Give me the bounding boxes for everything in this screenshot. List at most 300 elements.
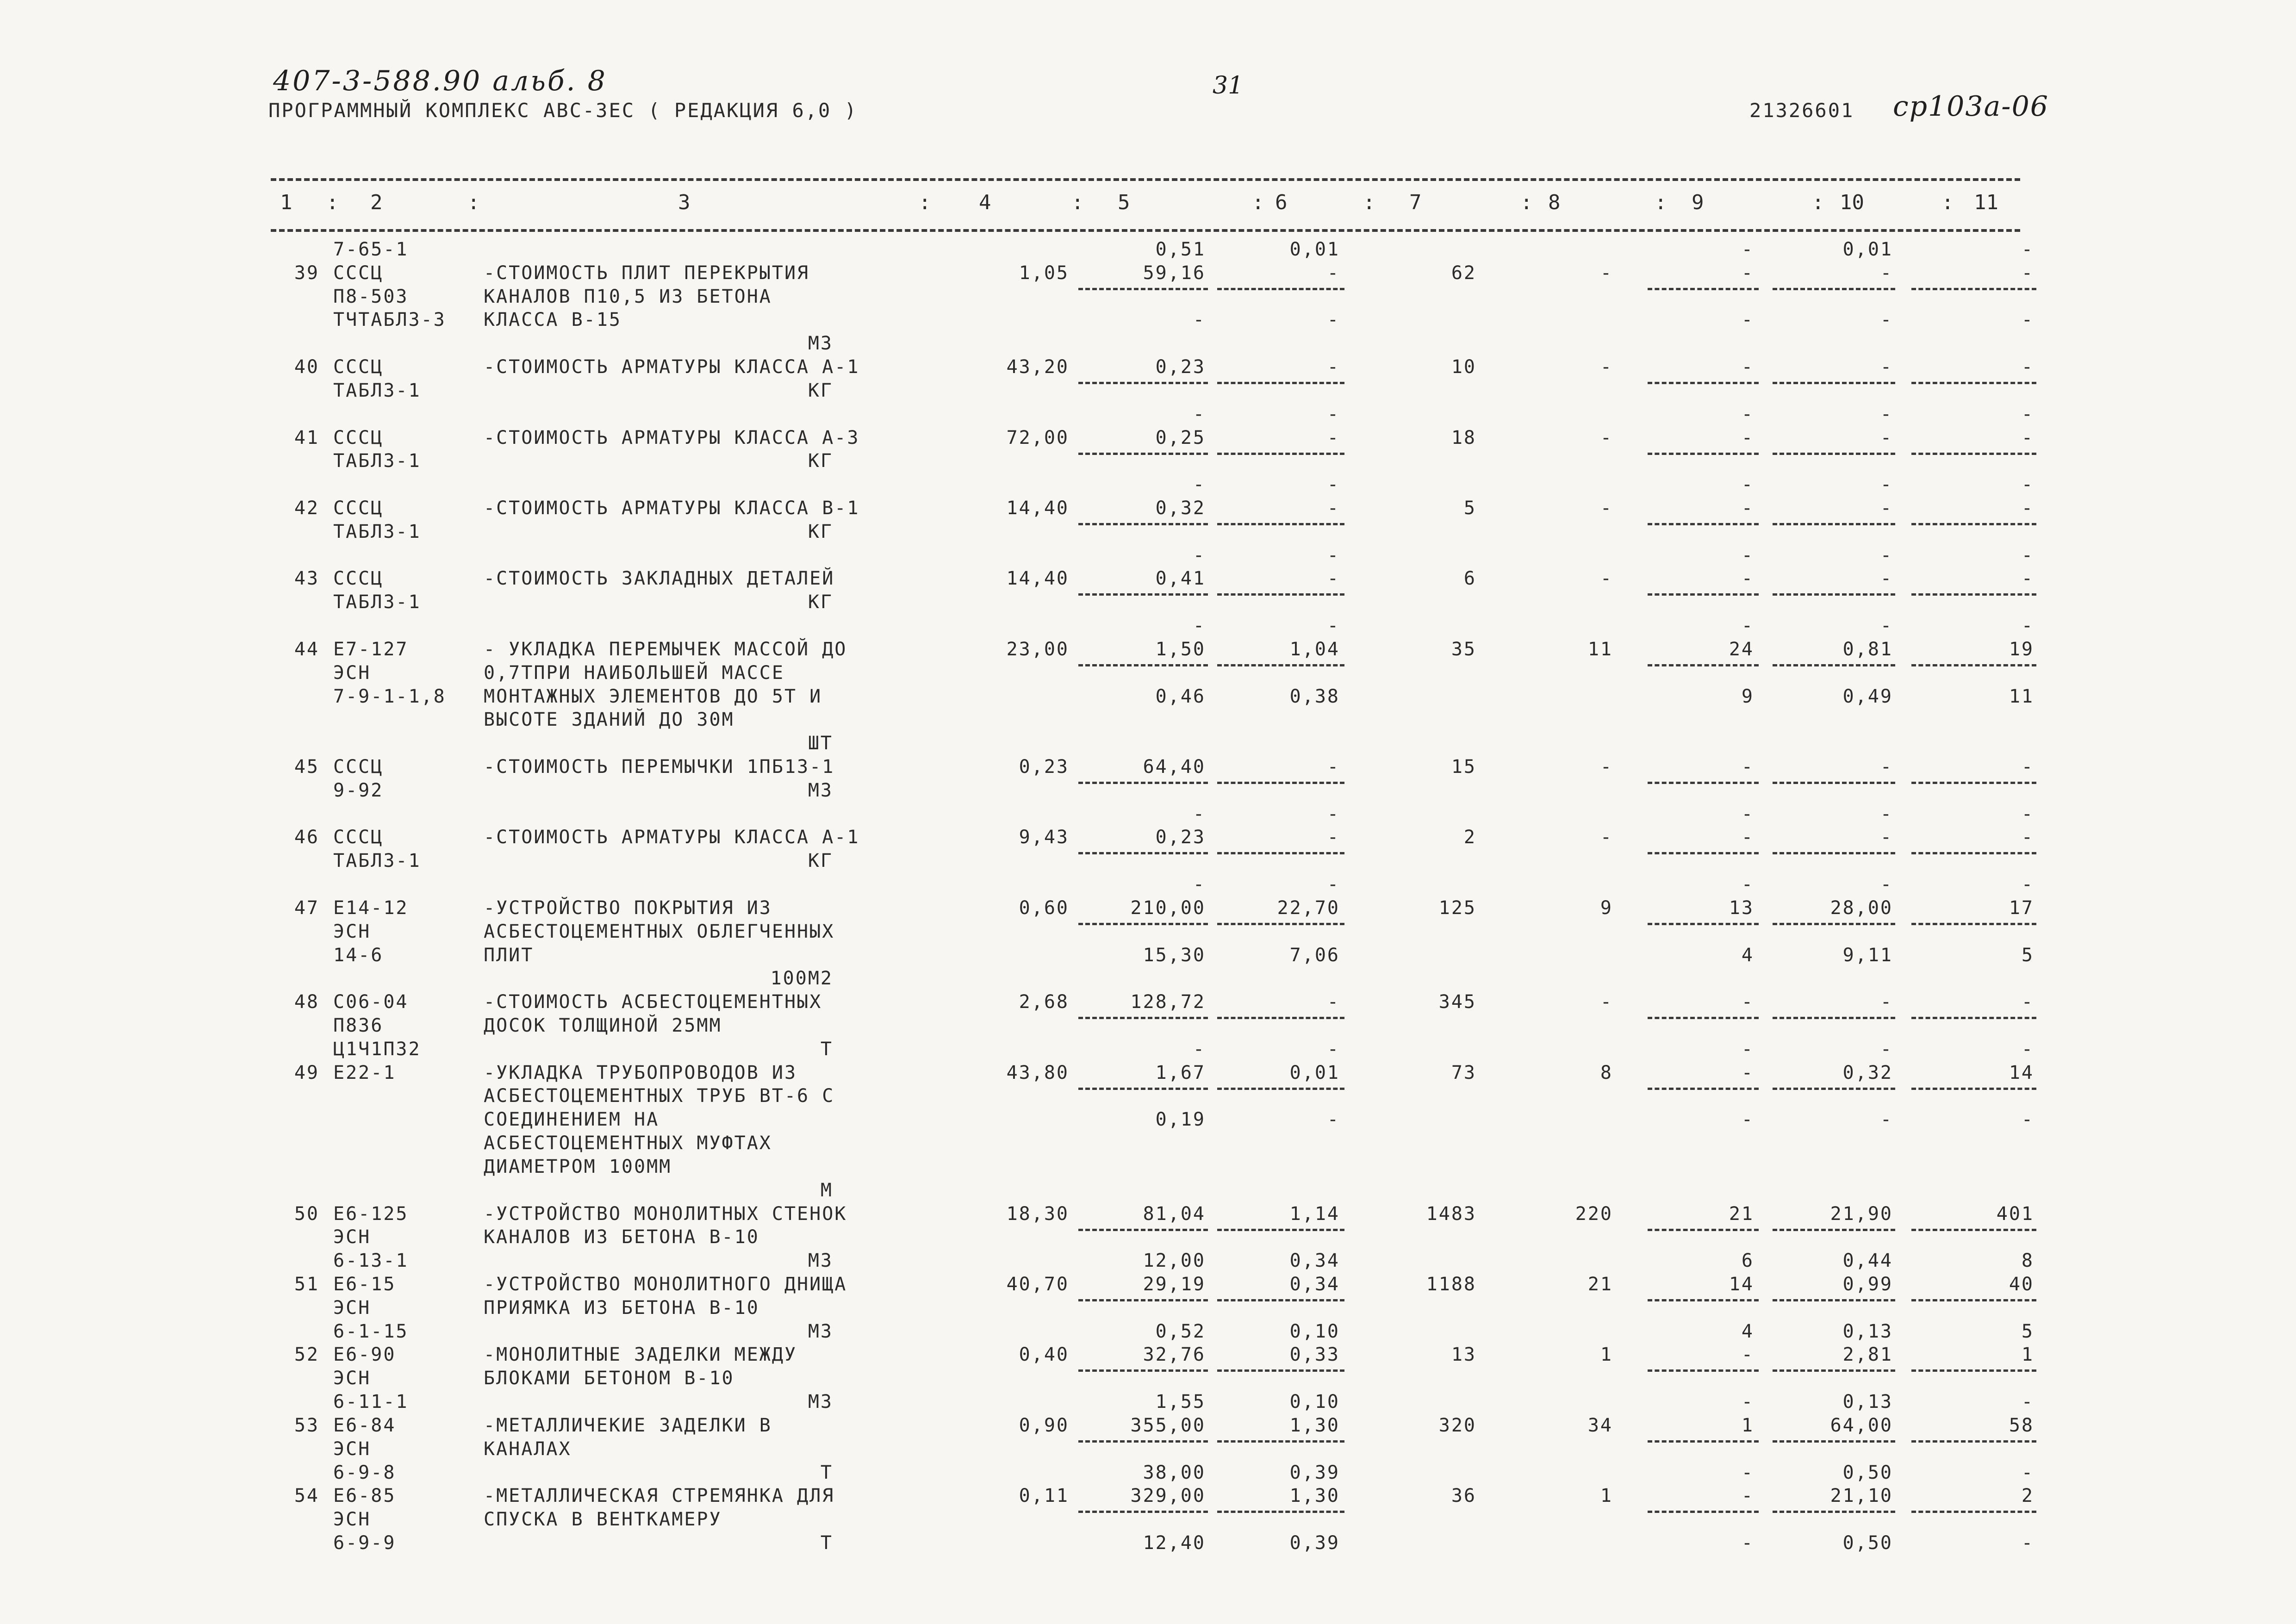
cell-c9: - [1741,1344,1754,1365]
cell-c11: - [2021,1532,2034,1554]
cell-c11: - [2021,545,2034,566]
cell-c3: КГ [808,521,833,542]
cell-c6: 0,39 [1289,1532,1340,1554]
cell-c9: - [1741,545,1754,566]
cell-c6: 1,30 [1289,1485,1340,1506]
value-separator-rule [1773,1369,1895,1372]
cell-c2: 6-1-15 [333,1321,409,1342]
cell-c2: ТАБЛ3-1 [333,380,421,401]
cell-c11: 40 [2009,1274,2034,1295]
cell-c3: БЛОКАМИ БЕТОНОМ В-10 [484,1368,734,1389]
cell-c7: 2 [1463,827,1476,848]
value-separator-rule [1911,1229,2036,1231]
column-separator: : [919,191,931,214]
cell-c9: 9 [1741,686,1754,707]
cell-c3: ПЛИТ [484,945,534,966]
value-separator-rule [1217,453,1344,455]
cell-c3: КГ [808,450,833,472]
value-separator-rule [1648,523,1759,525]
cell-c5: 12,40 [1143,1532,1206,1554]
cell-c3: КГ [808,380,833,401]
cell-c7: 320 [1438,1415,1476,1436]
cell-c3: АСБЕСТОЦЕМЕНТНЫХ ТРУБ ВТ-6 С [484,1085,835,1107]
cell-c8: - [1600,756,1613,778]
cell-c11: 401 [1996,1203,2034,1225]
cell-c11: 5 [2021,945,2034,966]
column-separator: : [1812,191,1824,214]
value-separator-rule [1217,288,1344,290]
cell-c6: 1,04 [1289,639,1340,660]
cell-c6: - [1327,803,1340,825]
cell-c11: - [2021,309,2034,330]
cell-c7: 5 [1463,498,1476,519]
cell-c11: - [2021,827,2034,848]
cell-c3: КАНАЛОВ П10,5 ИЗ БЕТОНА [484,286,772,307]
cell-c8: - [1600,356,1613,378]
cell-c2: П8-503 [333,286,409,307]
cell-c6: - [1327,474,1340,495]
cell-c8: 8 [1600,1062,1613,1083]
column-header-4: 4 [979,191,991,214]
value-separator-rule [1078,382,1208,384]
cell-c9: - [1741,262,1754,284]
cell-c11: - [2021,1462,2034,1483]
cell-c8: - [1600,568,1613,589]
cell-c11: - [2021,991,2034,1013]
cell-c3: ШТ [808,733,833,754]
cell-c6: 7,06 [1289,945,1340,966]
cell-c11: - [2021,803,2034,825]
cell-c3: ДОСОК ТОЛЩИНОЙ 25ММ [484,1015,722,1036]
cell-c2: Е6-125 [333,1203,409,1225]
cell-c5: 0,32 [1155,498,1206,519]
cell-c10: - [1880,756,1893,778]
cell-c2: СССЦ [333,262,384,284]
cell-c2: ТАБЛ3-1 [333,591,421,613]
cell-c5: - [1193,545,1206,566]
cell-c2: ТАБЛ3-1 [333,450,421,472]
cell-c10: 9,11 [1842,945,1893,966]
cell-c8: 1 [1600,1344,1613,1365]
cell-c11: 11 [2009,686,2034,707]
value-separator-rule [1217,1088,1344,1090]
cell-c6: - [1327,991,1340,1013]
cell-c10: 0,13 [1842,1321,1893,1342]
cell-c4: 2,68 [1019,991,1069,1013]
cell-c9: - [1741,1062,1754,1083]
value-separator-rule [1648,453,1759,455]
value-separator-rule [1078,1299,1208,1301]
cell-c6: - [1327,1109,1340,1130]
value-separator-rule [1773,1440,1895,1443]
value-separator-rule [1217,782,1344,784]
cell-c3: СПУСКА В ВЕНТКАМЕРУ [484,1509,722,1530]
cell-c10: - [1880,803,1893,825]
value-separator-rule [1217,593,1344,596]
cell-c3: СОЕДИНЕНИЕМ НА [484,1109,660,1130]
column-separator: : [1520,191,1533,214]
value-separator-rule [1911,382,2036,384]
cell-c4: 1,05 [1019,262,1069,284]
value-separator-rule [1217,523,1344,525]
cell-c2: ТЧТАБЛ3-3 [333,309,446,330]
cell-c3: ДИАМЕТРОМ 100ММ [484,1156,672,1177]
cell-c3: М3 [808,780,833,801]
value-separator-rule [1648,1511,1759,1513]
cell-c6: 0,34 [1289,1250,1340,1271]
cell-c10: 0,01 [1842,239,1893,260]
column-header-3: 3 [678,191,691,214]
value-separator-rule [1911,1511,2036,1513]
cell-c6: - [1327,874,1340,895]
cell-c2: Е7-127 [333,639,409,660]
value-separator-rule [1911,288,2036,290]
cell-c4: 0,11 [1019,1485,1069,1506]
cell-c2: ЭСН [333,921,371,942]
cell-c2: Е14-12 [333,897,409,919]
cell-c3: -СТОИМОСТЬ АРМАТУРЫ КЛАССА А-1 [484,827,860,848]
cell-c1: 50 [294,1203,319,1225]
cell-c8: 1 [1600,1485,1613,1506]
cell-c6: - [1327,498,1340,519]
cell-c2: ТАБЛ3-1 [333,521,421,542]
cell-c2: Е6-85 [333,1485,396,1506]
cell-c5: - [1193,309,1206,330]
cell-c5: 0,23 [1155,356,1206,378]
cell-c3: МОНТАЖНЫХ ЭЛЕМЕНТОВ ДО 5Т И [484,686,822,707]
cell-c10: 28,00 [1830,897,1893,919]
cell-c5: 29,19 [1143,1274,1206,1295]
cell-c3: АСБЕСТОЦЕМЕНТНЫХ ОБЛЕГЧЕННЫХ [484,921,835,942]
cell-c10: 21,90 [1830,1203,1893,1225]
cell-c5: - [1193,803,1206,825]
cell-c7: 1483 [1426,1203,1476,1225]
cell-c10: - [1880,568,1893,589]
cell-c1: 54 [294,1485,319,1506]
cell-c2: ЭСН [333,662,371,684]
column-header-8: 8 [1548,191,1561,214]
value-separator-rule [1773,1299,1895,1301]
cell-c5: 1,50 [1155,639,1206,660]
cell-c10: 21,10 [1830,1485,1893,1506]
cell-c6: 0,10 [1289,1391,1340,1412]
cell-c1: 44 [294,639,319,660]
cell-c9: 4 [1741,945,1754,966]
cell-c10: - [1880,991,1893,1013]
cell-c3: М3 [808,1391,833,1412]
handwritten-page-number: 31 [1213,72,1244,100]
cell-c4: 43,80 [1006,1062,1069,1083]
cell-c2: Е22-1 [333,1062,396,1083]
cell-c4: 14,40 [1006,498,1069,519]
cell-c5: 1,55 [1155,1391,1206,1412]
column-separator: : [1071,191,1084,214]
value-separator-rule [1217,1369,1344,1372]
cell-c9: - [1741,568,1754,589]
cell-c7: 62 [1451,262,1476,284]
cell-c6: - [1327,427,1340,448]
document-number: 21326601 [1749,99,1854,122]
cell-c9: - [1741,1391,1754,1412]
cell-c11: 19 [2009,639,2034,660]
value-separator-rule [1773,1017,1895,1019]
value-separator-rule [1217,664,1344,666]
value-separator-rule [1911,1299,2036,1301]
value-separator-rule [1773,782,1895,784]
value-separator-rule [1648,382,1759,384]
value-separator-rule [1217,1299,1344,1301]
cell-c4: 18,30 [1006,1203,1069,1225]
cell-c6: 0,01 [1289,239,1340,260]
cell-c11: 17 [2009,897,2034,919]
value-separator-rule [1078,782,1208,784]
cell-c4: 9,43 [1019,827,1069,848]
cell-c5: 38,00 [1143,1462,1206,1483]
cell-c4: 0,60 [1019,897,1069,919]
cell-c7: 18 [1451,427,1476,448]
cell-c3: - УКЛАДКА ПЕРЕМЫЧЕК МАССОЙ ДО [484,639,847,660]
cell-c3: -СТОИМОСТЬ АРМАТУРЫ КЛАССА А-3 [484,427,860,448]
cell-c9: - [1741,1532,1754,1554]
cell-c1: 46 [294,827,319,848]
cell-c5: 12,00 [1143,1250,1206,1271]
cell-c11: - [2021,498,2034,519]
column-header-5: 5 [1118,191,1130,214]
table-header-rule [271,229,2020,232]
value-separator-rule [1773,382,1895,384]
cell-c3: -МОНОЛИТНЫЕ ЗАДЕЛКИ МЕЖДУ [484,1344,797,1365]
cell-c11: - [2021,239,2034,260]
cell-c6: 0,10 [1289,1321,1340,1342]
cell-c9: - [1741,239,1754,260]
value-separator-rule [1911,852,2036,854]
value-separator-rule [1648,923,1759,925]
cell-c6: 0,33 [1289,1344,1340,1365]
cell-c9: 13 [1729,897,1754,919]
cell-c6: 1,30 [1289,1415,1340,1436]
value-separator-rule [1911,1017,2036,1019]
value-separator-rule [1773,1229,1895,1231]
cell-c5: 64,40 [1143,756,1206,778]
cell-c5: - [1193,615,1206,636]
cell-c2: Е6-90 [333,1344,396,1365]
handwritten-album-ref: 407-3-588.90 альб. 8 [273,65,607,97]
cell-c6: - [1327,404,1340,425]
value-separator-rule [1648,852,1759,854]
value-separator-rule [1078,593,1208,596]
cell-c10: - [1880,545,1893,566]
value-separator-rule [1217,1511,1344,1513]
cell-c11: 8 [2021,1250,2034,1271]
cell-c5: 0,52 [1155,1321,1206,1342]
cell-c10: 0,81 [1842,639,1893,660]
column-header-7: 7 [1409,191,1422,214]
value-separator-rule [1773,1511,1895,1513]
cell-c8: - [1600,427,1613,448]
cell-c10: 0,50 [1842,1532,1893,1554]
cell-c11: 5 [2021,1321,2034,1342]
cell-c1: 40 [294,356,319,378]
cell-c5: 329,00 [1130,1485,1206,1506]
cell-c2: СССЦ [333,568,384,589]
cell-c7: 345 [1438,991,1476,1013]
column-separator: : [1363,191,1375,214]
cell-c3: 100М2 [770,968,833,989]
cell-c6: 0,01 [1289,1062,1340,1083]
cell-c2: 6-9-8 [333,1462,396,1483]
cell-c1: 48 [294,991,319,1013]
cell-c2: Е6-84 [333,1415,396,1436]
cell-c9: 14 [1729,1274,1754,1295]
column-header-10: 10 [1840,191,1864,214]
value-separator-rule [1217,1017,1344,1019]
cell-c4: 0,40 [1019,1344,1069,1365]
cell-c6: - [1327,827,1340,848]
cell-c2: 6-11-1 [333,1391,409,1412]
cell-c8: 9 [1600,897,1613,919]
program-name: ПРОГРАММНЫЙ КОМПЛЕКС АВС-3ЕС ( РЕДАКЦИЯ 6,0 ) [268,99,858,122]
cell-c11: - [2021,404,2034,425]
cell-c3: ПРИЯМКА ИЗ БЕТОНА В-10 [484,1297,759,1319]
cell-c1: 52 [294,1344,319,1365]
cell-c6: 0,38 [1289,686,1340,707]
value-separator-rule [1773,523,1895,525]
cell-c4: 14,40 [1006,568,1069,589]
cell-c7: 73 [1451,1062,1476,1083]
cell-c3: -УСТРОЙСТВО ПОКРЫТИЯ ИЗ [484,897,772,919]
cell-c5: 0,46 [1155,686,1206,707]
cell-c4: 23,00 [1006,639,1069,660]
cell-c6: - [1327,262,1340,284]
cell-c9: - [1741,803,1754,825]
cell-c11: - [2021,262,2034,284]
cell-c9: 4 [1741,1321,1754,1342]
cell-c5: - [1193,1039,1206,1060]
cell-c11: 2 [2021,1485,2034,1506]
cell-c4: 40,70 [1006,1274,1069,1295]
cell-c3: -СТОИМОСТЬ АРМАТУРЫ КЛАССА В-1 [484,498,860,519]
cell-c3: КАНАЛОВ ИЗ БЕТОНА В-10 [484,1226,759,1248]
value-separator-rule [1648,1229,1759,1231]
cell-c11: - [2021,1109,2034,1130]
value-separator-rule [1648,1299,1759,1301]
cell-c9: - [1741,427,1754,448]
cell-c2: 7-65-1 [333,239,409,260]
column-separator: : [1941,191,1954,214]
cell-c7: 15 [1451,756,1476,778]
cell-c11: - [2021,615,2034,636]
cell-c5: 0,41 [1155,568,1206,589]
value-separator-rule [1078,1017,1208,1019]
cell-c9: - [1741,991,1754,1013]
cell-c10: - [1880,827,1893,848]
cell-c2: С06-04 [333,991,409,1013]
cell-c6: 1,14 [1289,1203,1340,1225]
cell-c2: ЭСН [333,1509,371,1530]
column-separator: : [467,191,480,214]
value-separator-rule [1911,664,2036,666]
cell-c1: 45 [294,756,319,778]
cell-c3: М3 [808,1250,833,1271]
cell-c7: 35 [1451,639,1476,660]
cell-c3: ВЫСОТЕ ЗДАНИЙ ДО 30М [484,709,734,730]
value-separator-rule [1911,923,2036,925]
cell-c10: - [1880,309,1893,330]
cell-c5: 1,67 [1155,1062,1206,1083]
cell-c8: 21 [1587,1274,1613,1295]
cell-c5: 355,00 [1130,1415,1206,1436]
cell-c10: 2,81 [1842,1344,1893,1365]
cell-c9: - [1741,756,1754,778]
column-header-11: 11 [1974,191,1998,214]
cell-c11: - [2021,356,2034,378]
cell-c1: 51 [294,1274,319,1295]
column-header-row [271,191,2020,218]
cell-c5: 0,51 [1155,239,1206,260]
column-header-9: 9 [1692,191,1704,214]
cell-c6: 0,34 [1289,1274,1340,1295]
value-separator-rule [1773,664,1895,666]
cell-c9: - [1741,498,1754,519]
cell-c2: ЭСН [333,1368,371,1389]
cell-c8: 220 [1575,1203,1613,1225]
cell-c9: 21 [1729,1203,1754,1225]
value-separator-rule [1648,1369,1759,1372]
column-separator: : [1655,191,1667,214]
cell-c2: 14-6 [333,945,384,966]
cell-c3: КГ [808,591,833,613]
column-separator: : [326,191,339,214]
print-header [268,99,2073,127]
value-separator-rule [1217,1229,1344,1231]
cell-c2: ТАБЛ3-1 [333,850,421,871]
cell-c2: ЭСН [333,1297,371,1319]
cell-c10: - [1880,427,1893,448]
value-separator-rule [1773,852,1895,854]
value-separator-rule [1911,453,2036,455]
cell-c3: КЛАССА В-15 [484,309,622,330]
value-separator-rule [1217,923,1344,925]
cell-c3: КГ [808,850,833,871]
cell-c3: -МЕТАЛЛИЧЕКИЕ ЗАДЕЛКИ В [484,1415,772,1436]
cell-c6: - [1327,356,1340,378]
cell-c10: - [1880,404,1893,425]
cell-c1: 43 [294,568,319,589]
cell-c6: - [1327,568,1340,589]
cell-c8: 11 [1587,639,1613,660]
value-separator-rule [1078,1229,1208,1231]
cell-c4: 72,00 [1006,427,1069,448]
cell-c5: - [1193,874,1206,895]
column-header-1: 1 [280,191,292,214]
cell-c3: -СТОИМОСТЬ ЗАКЛАДНЫХ ДЕТАЛЕЙ [484,568,835,589]
cell-c2: СССЦ [333,356,384,378]
value-separator-rule [1773,923,1895,925]
cell-c2: 7-9-1-1,8 [333,686,446,707]
value-separator-rule [1217,1440,1344,1443]
cell-c2: СССЦ [333,427,384,448]
cell-c11: 14 [2009,1062,2034,1083]
cell-c9: - [1741,1109,1754,1130]
cell-c1: 41 [294,427,319,448]
cell-c10: - [1880,1039,1893,1060]
value-separator-rule [1078,523,1208,525]
value-separator-rule [1773,1088,1895,1090]
value-separator-rule [1078,453,1208,455]
cell-c1: 39 [294,262,319,284]
cell-c3: -СТОИМОСТЬ ПЛИТ ПЕРЕКРЫТИЯ [484,262,810,284]
cell-c5: - [1193,474,1206,495]
